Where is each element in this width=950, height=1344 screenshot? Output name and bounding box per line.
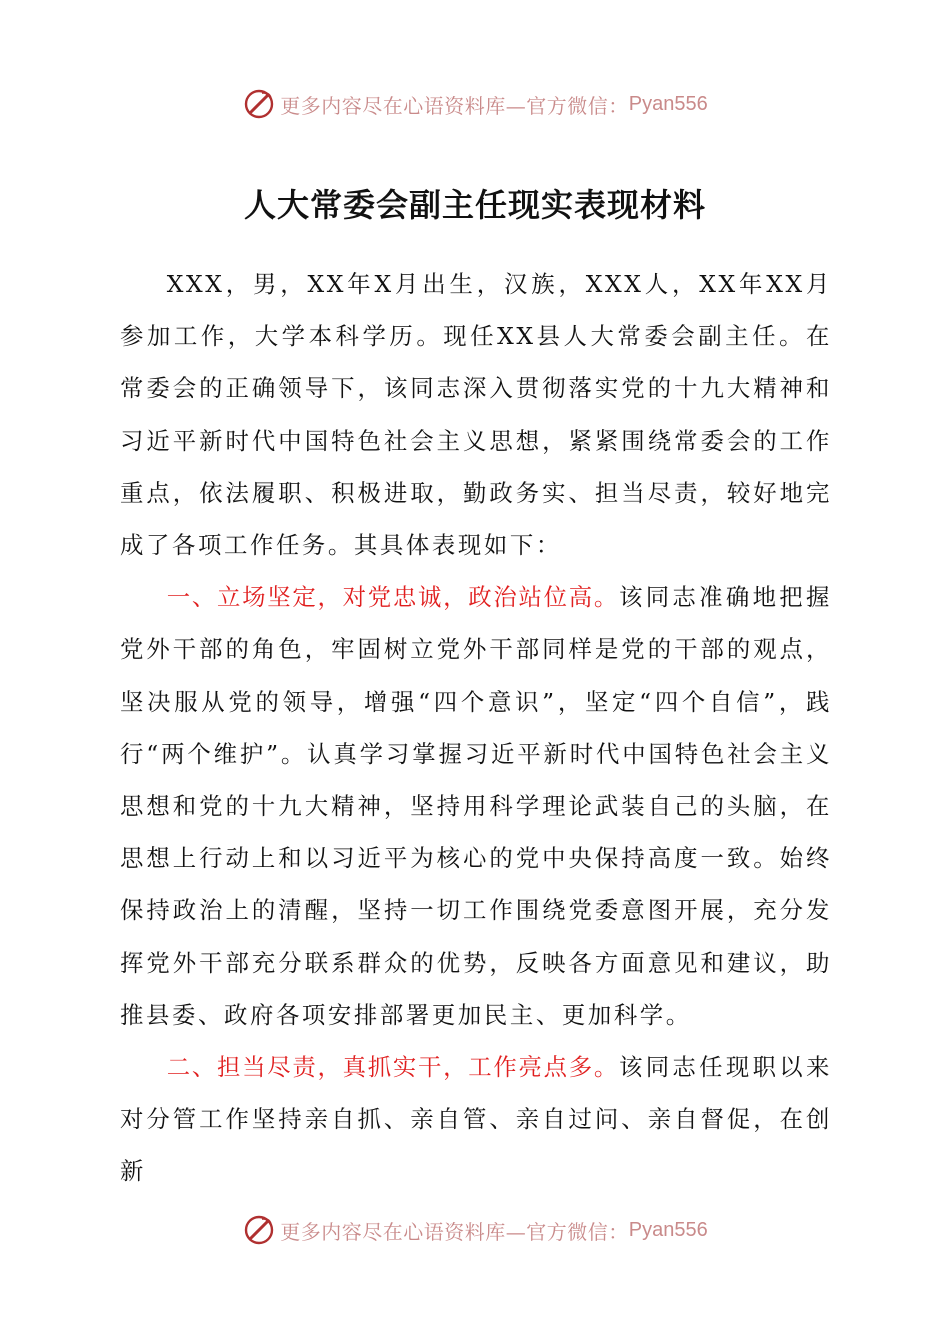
section-1-heading: 一、立场坚定，对党忠诚，政治站位高。 bbox=[166, 583, 619, 612]
watermark-wechat-id: Pyan556 bbox=[628, 1218, 708, 1241]
pen-seal-logo-icon bbox=[242, 87, 276, 121]
document-title: 人大常委会副主任现实表现材料 bbox=[243, 186, 706, 224]
section-2-body: 该同志任现职以来对分管工作坚持亲自抓、亲自管、亲自过问、亲自督促，在创新 bbox=[120, 1053, 832, 1186]
watermark-wechat-id: Pyan556 bbox=[628, 92, 708, 115]
section-1-body: 该同志准确地把握党外干部的角色，牢固树立党外干部同样是党的干部的观点，坚决服从党的领导，增强“四个意识”，坚定“四个自信”，践行“两个维护”。认真学习掌握习近平新时代中国特色社会主义思想和党的十九大精神，坚持用科学理论武装自己的头脑，在思想上行动上和以习近平为核心的党中央保持高度一致。始终保持政治上的清醒，坚持一切工作围绕党委意图开展，充分发挥党外干部充分联系群众的优势，反映各方面意见和建议，助推县委、政府各项安排部署更加民主、更加科学。 bbox=[120, 583, 832, 1029]
watermark-text: 更多内容尽在心语资料库—官方微信： bbox=[280, 93, 629, 118]
intro-paragraph: XXX，男，XX年X月出生，汉族，XXX人，XX年XX月参加工作，大学本科学历。现任XX县人大常委会副主任。在常委会的正确领导下，该同志深入贯彻落实党的十九大精神和习近平新时代中国特色社会主义思想，紧紧围绕常委会的工作重点，依法履职、积极进取，勤政务实、担当尽责，较好地完成了各项工作任务。其具体表现如下： bbox=[120, 270, 832, 560]
section-2-paragraph bbox=[120, 1041, 832, 1198]
watermark-text: 更多内容尽在心语资料库—官方微信： bbox=[280, 1219, 629, 1244]
document-body bbox=[120, 258, 832, 1198]
pen-seal-logo-icon bbox=[242, 1213, 276, 1247]
watermark-banner-bottom bbox=[0, 1210, 950, 1250]
section-2-heading: 二、担当尽责，真抓实干，工作亮点多。 bbox=[166, 1053, 619, 1082]
watermark-banner-top bbox=[0, 84, 950, 124]
section-1-paragraph bbox=[120, 571, 832, 1041]
